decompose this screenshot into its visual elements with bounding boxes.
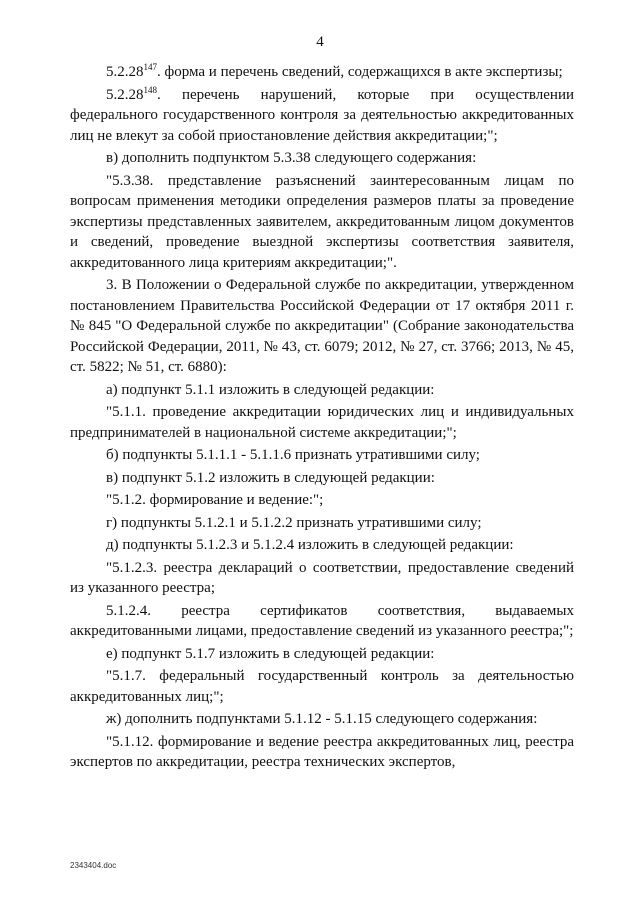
paragraph bbox=[70, 513, 574, 534]
paragraph-text: "5.3.38. представление разъяснений заинтересованным лицам по вопросам применения методики определения размеров платы за проведение экспертизы представленных заявителем, аккредитованным лицом документов и сведений, проведение выездной экспертизы соответствия заявителя, аккредитованного лица критериям аккредитации;". bbox=[70, 172, 574, 271]
paragraph-text: . перечень нарушений, которые при осуществлении федерального государственного контроля за деятельностью аккредитованных лиц не влекут за собой приостановление действия аккредитации;"; bbox=[70, 86, 574, 144]
clause-number: 5.2.28 bbox=[106, 64, 144, 80]
paragraph-text: "5.1.1. проведение аккредитации юридических лиц и индивидуальных предпринимателей в национальной системе аккредитации;"; bbox=[70, 404, 574, 441]
paragraph-text: д) подпункты 5.1.2.3 и 5.1.2.4 изложить в следующей редакции: bbox=[106, 537, 514, 553]
paragraph bbox=[70, 62, 574, 83]
clause-superscript: 148 bbox=[143, 84, 157, 95]
paragraph-text: "5.1.2.3. реестра деклараций о соответствии, предоставление сведений из указанного реестра; bbox=[70, 559, 574, 596]
paragraph bbox=[70, 445, 574, 466]
paragraph-text: в) дополнить подпунктом 5.3.38 следующего содержания: bbox=[106, 150, 477, 166]
paragraph bbox=[70, 732, 574, 773]
paragraph bbox=[70, 709, 574, 730]
paragraph-text: "5.1.7. федеральный государственный контроль за деятельностью аккредитованных лиц;"; bbox=[70, 668, 574, 705]
paragraph bbox=[70, 468, 574, 489]
paragraph bbox=[70, 380, 574, 401]
paragraph-text: е) подпункт 5.1.7 изложить в следующей редакции: bbox=[106, 645, 435, 662]
paragraph-text: 5.1.2.4. реестра сертификатов соответствия, выдаваемых аккредитованными лицами, предоставление сведений из указанного реестра;"; bbox=[70, 602, 574, 639]
paragraph-text: а) подпункт 5.1.1 изложить в следующей редакции: bbox=[106, 381, 435, 398]
paragraph-text: ж) дополнить подпунктами 5.1.12 - 5.1.15 следующего содержания: bbox=[106, 711, 538, 727]
paragraph-text: . форма и перечень сведений, содержащихся в акте экспертизы; bbox=[157, 64, 563, 80]
paragraph-text: 3. В Положении о Федеральной службе по аккредитации, утвержденном постановлением Правительства Российской Федерации от 17 октября 2011 г. № 845 "О Федеральной службе по аккредитации" (Собрание законодательства Российской Федерации, 2011, № 43, ст. 6079; 2012, № 27, ст. 3766; 2013, № 45, ст. 5822; № 51, ст. 6880): bbox=[70, 277, 574, 375]
paragraph bbox=[70, 148, 574, 169]
document-body bbox=[70, 62, 574, 775]
paragraph bbox=[70, 666, 574, 707]
clause-number: 5.2.28 bbox=[106, 86, 144, 103]
paragraph-text: в) подпункт 5.1.2 изложить в следующей редакции: bbox=[106, 469, 435, 486]
page-number: 4 bbox=[316, 34, 324, 50]
paragraph bbox=[70, 558, 574, 599]
paragraph bbox=[70, 601, 574, 642]
document-footer-filename: 2343404.doc bbox=[70, 861, 117, 870]
paragraph-text: "5.1.12. формирование и ведение реестра аккредитованных лиц, реестра экспертов по аккредитации, реестра технических экспертов, bbox=[70, 733, 574, 770]
paragraph bbox=[70, 644, 574, 665]
paragraph-text: "5.1.2. формирование и ведение:"; bbox=[106, 492, 324, 508]
paragraph bbox=[70, 85, 574, 147]
paragraph bbox=[70, 490, 574, 511]
paragraph bbox=[70, 402, 574, 443]
paragraph bbox=[70, 171, 574, 274]
paragraph-text: г) подпункты 5.1.2.1 и 5.1.2.2 признать утратившими силу; bbox=[106, 514, 482, 531]
clause-superscript: 147 bbox=[143, 62, 157, 72]
paragraph-text: б) подпункты 5.1.1.1 - 5.1.1.6 признать утратившими силу; bbox=[106, 447, 480, 463]
paragraph bbox=[70, 535, 574, 556]
paragraph bbox=[70, 275, 574, 378]
